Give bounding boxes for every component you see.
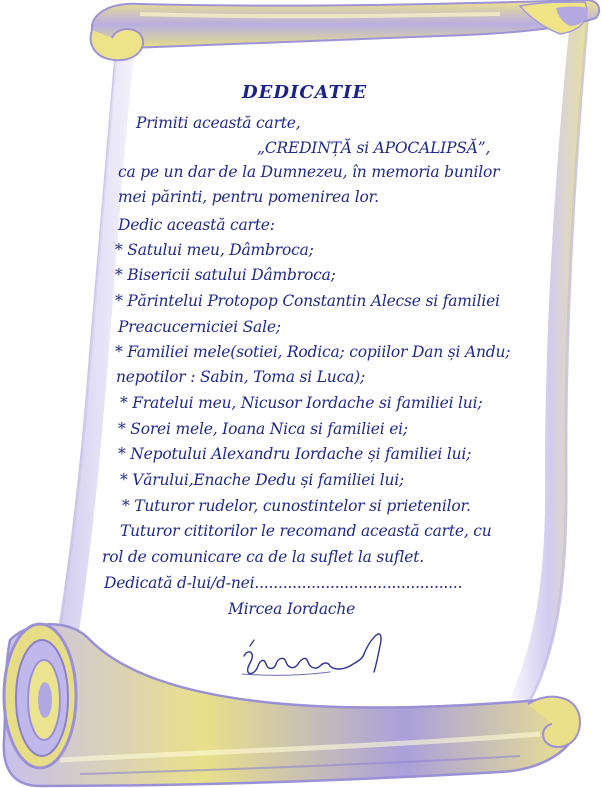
list-item: * Nepotului Alexandru Iordache și familiei lui; xyxy=(118,445,472,463)
list-item: * Fratelui meu, Nicusor Iordache si familiei lui; xyxy=(120,394,483,412)
list-item: * Vărului,Enache Dedu și familiei lui; xyxy=(120,471,405,489)
list-item: * Familiei mele(sotiei, Rodica; copiilor Dan și Andu; xyxy=(115,343,511,361)
list-item: * Sorei mele, Ioana Nica si familiei ei; xyxy=(118,420,408,438)
text-line: Dedic această carte: xyxy=(118,216,275,234)
text-line: nepotilor : Sabin, Toma si Luca); xyxy=(116,368,365,386)
list-item: * Părintelui Protopop Constantin Alecse si familiei xyxy=(115,292,500,310)
book-title-line: „CREDINȚĂ si APOCALIPSĂ”, xyxy=(257,139,491,157)
list-item: * Tuturor rudelor, cunostintelor si prietenilor. xyxy=(122,497,471,515)
text-line: ca pe un dar de la Dumnezeu, în memoria bunilor xyxy=(118,163,500,181)
dedicated-to-line: Dedicată d-lui/d-nei............................................ xyxy=(104,574,463,592)
list-item: * Bisericii satului Dâmbroca; xyxy=(115,266,336,284)
author-signature xyxy=(238,626,386,686)
text-line: Primiti această carte, xyxy=(136,114,301,132)
text-line: mei părinti, pentru pomenirea lor. xyxy=(118,188,379,206)
list-item: * Satului meu, Dâmbroca; xyxy=(115,241,314,259)
text-line: Tuturor cititorilor le recomand această carte, cu xyxy=(120,522,492,540)
text-line: Preacucerniciei Sale; xyxy=(118,318,281,336)
author-name: Mircea Iordache xyxy=(228,600,356,618)
dedication-title: DEDICATIE xyxy=(242,82,368,103)
text-line: rol de comunicare ca de la suflet la suflet. xyxy=(102,548,424,566)
